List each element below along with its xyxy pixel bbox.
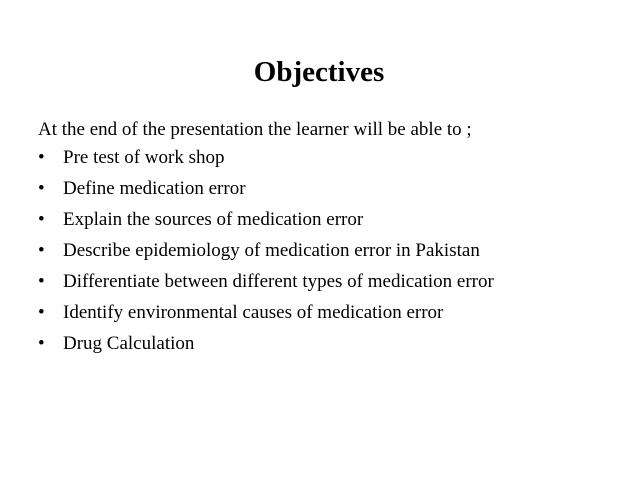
list-item bbox=[38, 177, 494, 208]
bullet-icon: • bbox=[38, 240, 45, 261]
list-item-text: Differentiate between different types of medication error bbox=[63, 271, 494, 292]
list-item-text: Pre test of work shop bbox=[63, 147, 225, 168]
list-item-text: Describe epidemiology of medication error in Pakistan bbox=[63, 240, 480, 261]
list-item bbox=[38, 239, 494, 270]
list-item-text: Identify environmental causes of medication error bbox=[63, 302, 444, 323]
list-item-text: Define medication error bbox=[63, 178, 246, 199]
bullet-icon: • bbox=[38, 333, 45, 354]
list-item bbox=[38, 332, 494, 363]
list-item bbox=[38, 270, 494, 301]
bullet-icon: • bbox=[38, 271, 45, 292]
slide-title: Objectives bbox=[253, 56, 385, 88]
list-item bbox=[38, 301, 494, 332]
bullet-icon: • bbox=[38, 178, 45, 199]
objectives-list bbox=[38, 146, 494, 363]
bullet-icon: • bbox=[38, 302, 45, 323]
list-item-text: Drug Calculation bbox=[63, 333, 195, 354]
list-item-text: Explain the sources of medication error bbox=[63, 209, 364, 230]
list-item bbox=[38, 146, 494, 177]
intro-text: At the end of the presentation the learner will be able to ; bbox=[38, 119, 472, 140]
list-item bbox=[38, 208, 494, 239]
bullet-icon: • bbox=[38, 209, 45, 230]
bullet-icon: • bbox=[38, 147, 45, 168]
